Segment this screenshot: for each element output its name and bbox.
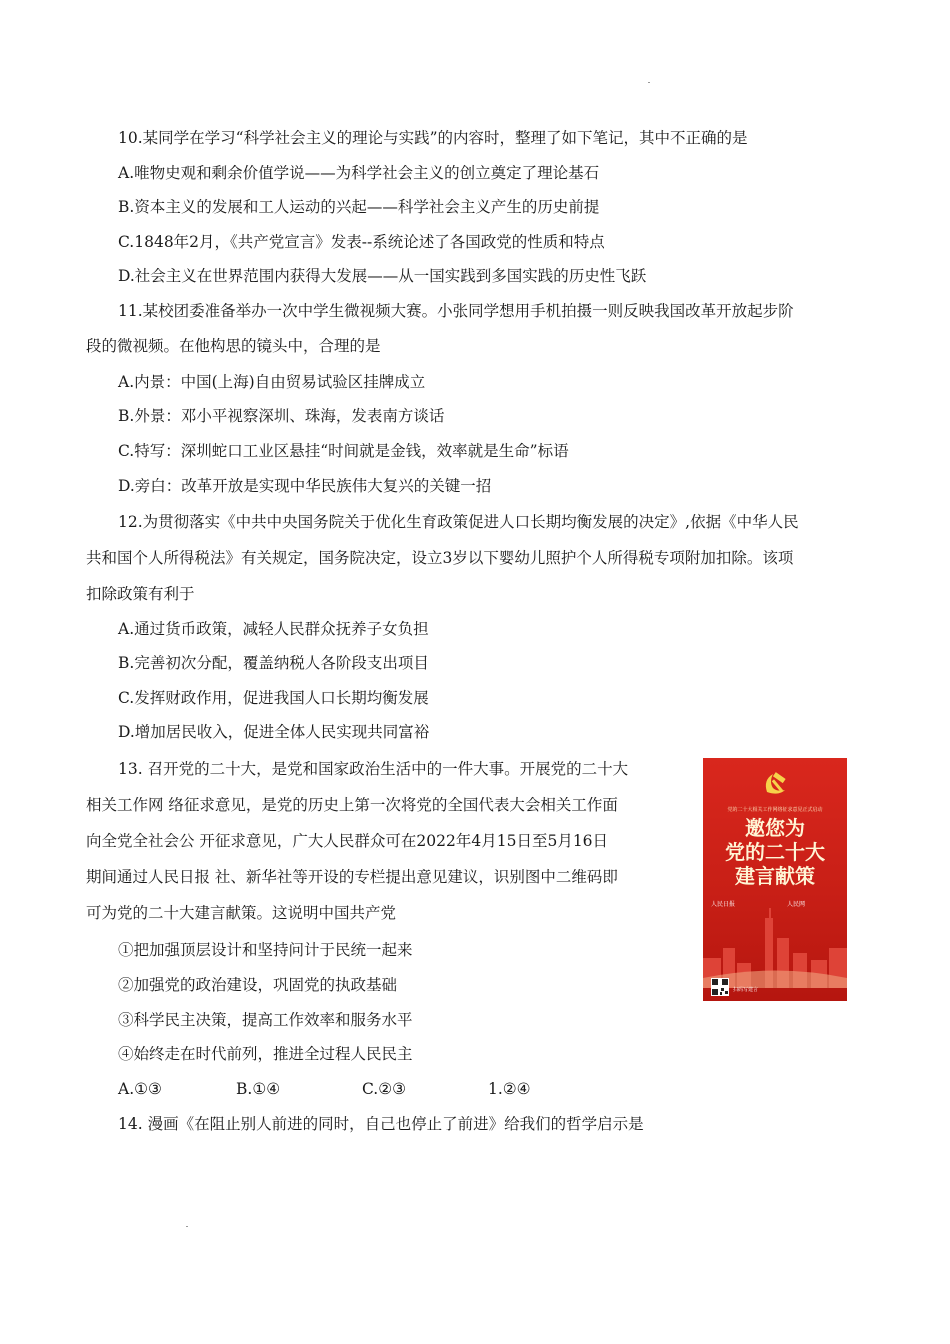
q13-option-b: B.①④ [236, 1080, 281, 1098]
q12-option-c: C.发挥财政作用，促进我国人口长期均衡发展 [118, 689, 429, 707]
q11-option-d: D.旁白：改革开放是实现中华民族伟大复兴的关键一招 [118, 477, 492, 495]
q13-stem-line3: 向全党全社会公 开征求意见，广大人民群众可在2022年4月15日至5月16日 [86, 832, 609, 850]
poster-logo-right: 人民网 [787, 901, 806, 908]
q12-stem-line1: 12.为贯彻落实《中共中央国务院关于优化生育政策促进人口长期均衡发展的决定》,依据《中华人民 [118, 513, 799, 531]
q13-stem-line2: 相关工作网 络征求意见，是党的历史上第一次将党的全国代表大会相关工作面 [86, 796, 618, 814]
q11-option-b: B.外景：邓小平视察深圳、珠海，发表南方谈话 [118, 407, 445, 425]
q11-option-c: C.特写：深圳蛇口工业区悬挂“时间就是金钱，效率就是生命”标语 [118, 442, 569, 460]
q12-option-d: D.增加居民收入，促进全体人民实现共同富裕 [118, 723, 430, 741]
poster-subtitle: 党的二十大相关工作网络征求意见正式启动 [727, 807, 823, 813]
q12-stem-line3: 扣除政策有利于 [86, 585, 195, 603]
q13-option-c: C.②③ [362, 1080, 407, 1098]
q10-option-b: B.资本主义的发展和工人运动的兴起——科学社会主义产生的历史前提 [118, 198, 600, 216]
q13-statement-2: ②加强党的政治建设，巩固党的执政基础 [118, 976, 398, 994]
q13-stem-line1: 13. 召开党的二十大，是党和国家政治生活中的一件大事。开展党的二十大 [118, 760, 629, 778]
q11-stem-line2: 段的微视频。在他构思的镜头中，合理的是 [86, 337, 381, 355]
q13-statement-3: ③科学民主决策，提高工作效率和服务水平 [118, 1011, 413, 1029]
q13-option-a: A.①③ [118, 1080, 162, 1098]
q13-option-d: 1.②④ [488, 1080, 531, 1098]
q12-option-b: B.完善初次分配，覆盖纳税人各阶段支出项目 [118, 654, 429, 672]
scan-dot-top [648, 82, 650, 83]
scan-dot-bottom [186, 1226, 188, 1227]
q11-option-a: A.内景：中国(上海)自由贸易试验区挂牌成立 [118, 373, 426, 391]
q10-option-c: C.1848年2月，《共产党宣言》发表--系统论述了各国政党的性质和特点 [118, 233, 605, 251]
q10-stem: 10.某同学在学习“科学社会主义的理论与实践”的内容时，整理了如下笔记，其中不正确的是 [118, 129, 748, 147]
party-emblem-icon [757, 766, 793, 802]
poster-logo-left: 人民日报 [711, 901, 736, 908]
q10-option-d: D.社会主义在世界范围内获得大发展——从一国实践到多国实践的历史性飞跃 [118, 267, 647, 285]
poster-line-3: 建言献策 [735, 864, 815, 888]
q14-stem: 14. 漫画《在阻止别人前进的同时，自己也停止了前进》给我们的哲学启示是 [118, 1115, 644, 1133]
poster-line-2: 党的二十大 [725, 840, 825, 864]
qr-code-icon [711, 978, 729, 996]
q11-stem-line1: 11.某校团委准备举办一次中学生微视频大赛。小张同学想用手机拍摄一则反映我国改革开放起步阶 [118, 302, 794, 320]
q12-option-a: A.通过货币政策，减轻人民群众抚养子女负担 [118, 620, 429, 638]
poster-line-1: 邀您为 [745, 816, 805, 840]
q13-statement-1: ①把加强顶层设计和坚持问计于民统一起来 [118, 941, 413, 959]
q13-statement-4: ④始终走在时代前列，推进全过程人民民主 [118, 1045, 413, 1063]
congress-poster-image [703, 758, 847, 1001]
q10-option-a: A.唯物史观和剩余价值学说——为科学社会主义的创立奠定了理论基石 [118, 164, 600, 182]
q13-stem-line5: 可为党的二十大建言献策。这说明中国共产党 [86, 904, 397, 922]
city-skyline-graphic [703, 908, 847, 988]
q13-stem-line4: 期间通过人民日报 社、新华社等开设的专栏提出意见建议，识别图中二维码即 [86, 868, 618, 886]
qr-caption: 扫码写建言 [733, 987, 759, 993]
q12-stem-line2: 共和国个人所得税法》有关规定，国务院决定，设立3岁以下婴幼儿照护个人所得税专项附加扣除。该项 [86, 549, 794, 567]
